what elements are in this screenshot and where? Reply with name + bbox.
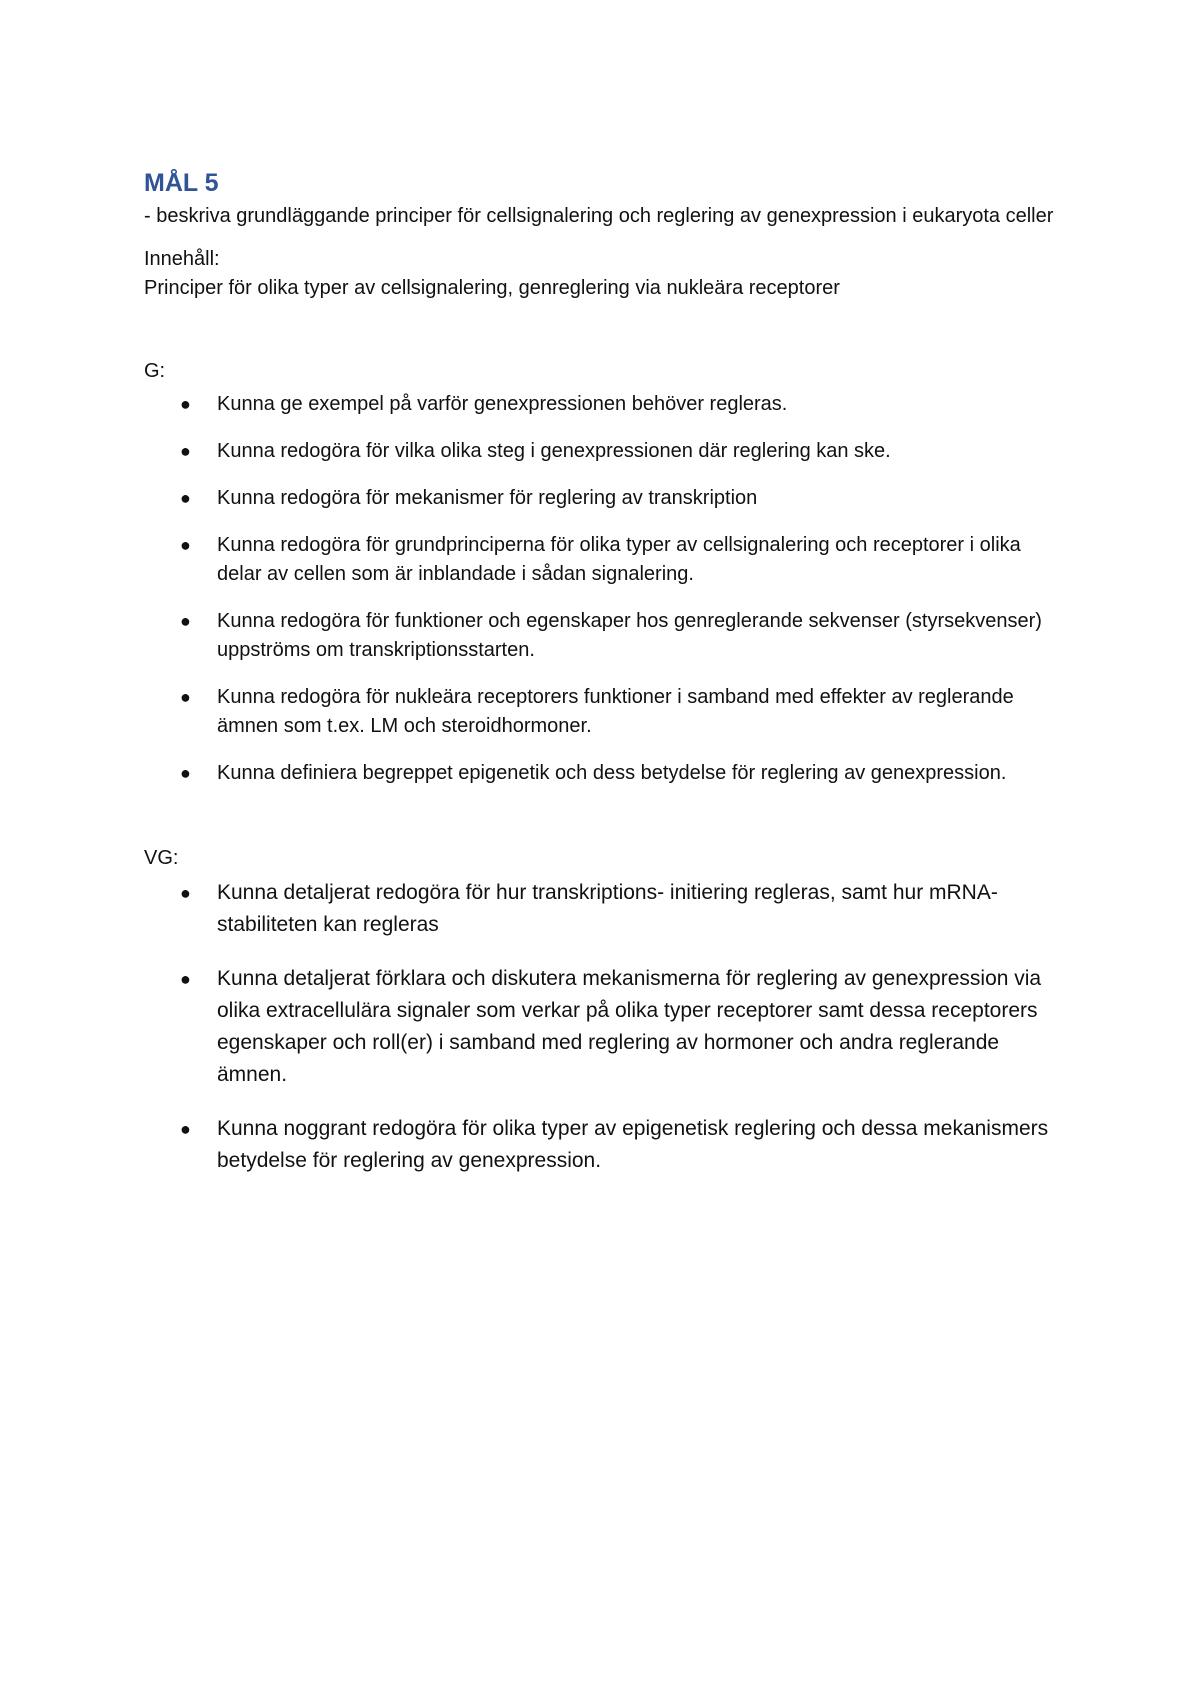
list-item-text: Kunna redogöra för grundprinciperna för olika typer av cellsignalering och receptorer i olika delar av cellen som är inblandade i sådan signalering. bbox=[217, 534, 1021, 585]
bullet-dot-icon: ● bbox=[180, 883, 191, 903]
list-item-text: Kunna redogöra för funktioner och egenskaper hos genreglerande sekvenser (styrsekvenser) uppströms om transkriptionsstarten. bbox=[217, 610, 1042, 661]
list-item bbox=[144, 759, 1064, 788]
bullet-dot-icon: ● bbox=[180, 763, 191, 783]
document-page bbox=[144, 168, 1064, 1177]
list-item bbox=[144, 963, 1064, 1091]
g-section bbox=[144, 357, 1064, 788]
bullet-dot-icon: ● bbox=[180, 488, 191, 508]
list-item bbox=[144, 877, 1064, 941]
list-item-text: Kunna detaljerat förklara och diskutera mekanismerna för reglering av genexpression via olika extracellulära signaler som verkar på olika typer receptorer samt dessa receptorers egenskaper och roll(er) i samband med reglering av hormoner och andra reglerande ämnen. bbox=[217, 967, 1042, 1086]
list-item-text: Kunna definiera begreppet epigenetik och dess betydelse för reglering av genexpression. bbox=[217, 762, 1007, 784]
list-item bbox=[144, 531, 1064, 589]
list-item bbox=[144, 390, 1064, 419]
bullet-dot-icon: ● bbox=[180, 687, 191, 707]
list-item-text: Kunna detaljerat redogöra för hur transkriptions- initiering regleras, samt hur mRNA-stabiliteten kan regleras bbox=[217, 881, 998, 936]
bullet-dot-icon: ● bbox=[180, 1119, 191, 1139]
content-label: Innehåll: bbox=[144, 248, 220, 270]
list-item bbox=[144, 607, 1064, 665]
goal-description: - beskriva grundläggande principer för cellsignalering och reglering av genexpression i eukaryota celler bbox=[144, 205, 1054, 227]
content-text: Principer för olika typer av cellsignalering, genreglering via nukleära receptorer bbox=[144, 277, 840, 299]
g-label: G: bbox=[144, 360, 166, 382]
g-goal-list bbox=[144, 390, 1064, 788]
list-item-text: Kunna redogöra för mekanismer för reglering av transkription bbox=[217, 487, 758, 509]
list-item bbox=[144, 484, 1064, 513]
list-item bbox=[144, 683, 1064, 741]
list-item bbox=[144, 1113, 1064, 1177]
vg-section bbox=[144, 844, 1064, 1177]
list-item-text: Kunna redogöra för vilka olika steg i genexpressionen där reglering kan ske. bbox=[217, 440, 891, 462]
bullet-dot-icon: ● bbox=[180, 394, 191, 414]
list-item bbox=[144, 437, 1064, 466]
page-title: MÅL 5 bbox=[144, 169, 219, 197]
vg-label: VG: bbox=[144, 847, 179, 869]
list-item-text: Kunna ge exempel på varför genexpressionen behöver regleras. bbox=[217, 393, 788, 415]
vg-goal-list bbox=[144, 877, 1064, 1177]
bullet-dot-icon: ● bbox=[180, 969, 191, 989]
list-item-text: Kunna redogöra för nukleära receptorers funktioner i samband med effekter av reglerande ämnen som t.ex. LM och steroidhormoner. bbox=[217, 686, 1014, 737]
bullet-dot-icon: ● bbox=[180, 441, 191, 461]
bullet-dot-icon: ● bbox=[180, 611, 191, 631]
bullet-dot-icon: ● bbox=[180, 535, 191, 555]
list-item-text: Kunna noggrant redogöra för olika typer av epigenetisk reglering och dessa mekanismers betydelse för reglering av genexpression. bbox=[217, 1117, 1049, 1172]
